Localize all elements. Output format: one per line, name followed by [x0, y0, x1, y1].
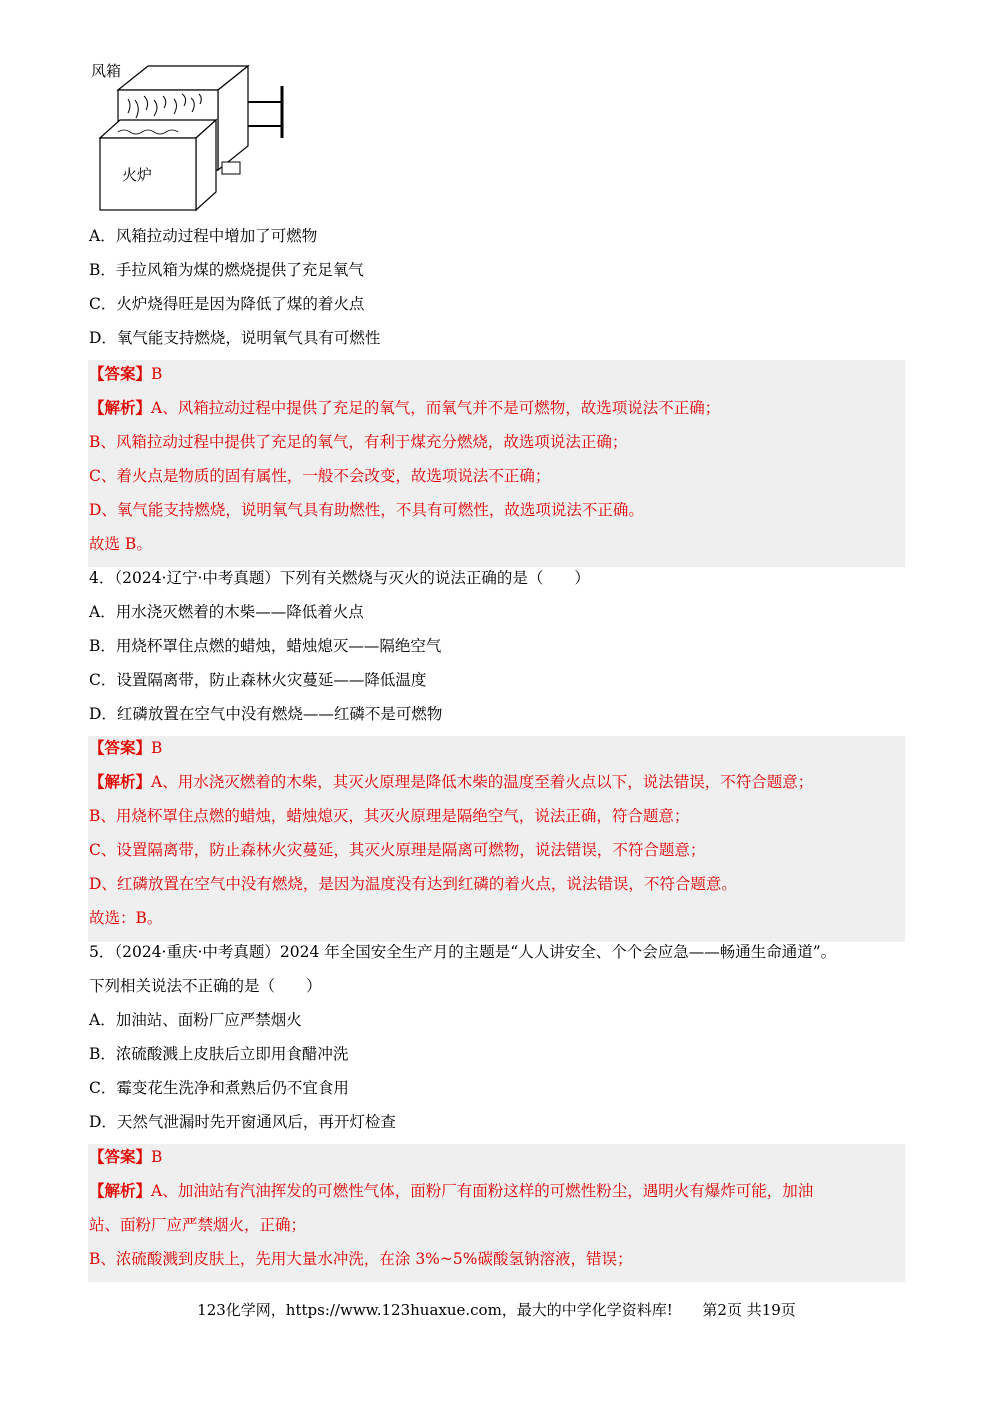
bellows-label: 风箱 [91, 62, 122, 80]
analysis-line: A、用水浇灭燃着的木柴，其灭火原理是降低木柴的温度至着火点以下，说法错误，不符合题意； [151, 773, 814, 791]
q3-answer-block [88, 360, 905, 567]
q5-option-c: C．霉变花生洗净和煮熟后仍不宜食用 [89, 1079, 349, 1097]
answer-value: B [151, 739, 163, 757]
q3-analysis-b: B、风箱拉动过程中提供了充足的氧气，有利于煤充分燃烧，故选项说法正确； [89, 433, 628, 451]
q3-option-d: D．氧气能支持燃烧，说明氧气具有可燃性 [89, 329, 381, 347]
q4-stem: 4．（2024·辽宁·中考真题）下列有关燃烧与灭火的说法正确的是（ ） [89, 569, 590, 587]
q4-option-c: C．设置隔离带，防止森林火灾蔓延——降低温度 [89, 671, 427, 689]
q5-answer [89, 1147, 162, 1167]
q5-analysis-b: B、浓硫酸溅到皮肤上，先用大量水冲洗，在涂 3%~5%碳酸氢钠溶液，错误； [89, 1250, 633, 1268]
q5-analysis-a-cont: 站、面粉厂应严禁烟火，正确； [89, 1216, 307, 1234]
q4-option-a: A．用水浇灭燃着的木柴——降低着火点 [89, 603, 364, 621]
q4-analysis-a [89, 772, 813, 792]
q3-option-b: B．手拉风箱为煤的燃烧提供了充足氧气 [89, 261, 364, 279]
answer-value: B [151, 365, 163, 383]
answer-tag: 【答案】 [89, 1147, 152, 1166]
q4-analysis-c: C、设置隔离带，防止森林火灾蔓延，其灭火原理是隔离可燃物，说法错误，不符合题意； [89, 841, 706, 859]
analysis-line: A、风箱拉动过程中提供了充足的氧气，而氧气并不是可燃物，故选项说法不正确； [151, 399, 721, 417]
q5-option-a: A．加油站、面粉厂应严禁烟火 [89, 1011, 302, 1029]
q4-analysis-b: B、用烧杯罩住点燃的蜡烛，蜡烛熄灭，其灭火原理是隔绝空气，说法正确，符合题意； [89, 807, 690, 825]
q4-option-b: B．用烧杯罩住点燃的蜡烛，蜡烛熄灭——隔绝空气 [89, 637, 442, 655]
q4-option-d: D．红磷放置在空气中没有燃烧——红磷不是可燃物 [89, 705, 443, 723]
furnace-label: 火炉 [122, 166, 153, 184]
answer-tag: 【答案】 [89, 738, 152, 757]
q3-analysis-d: D、氧气能支持燃烧，说明氧气具有助燃性，不具有可燃性，故选项说法不正确。 [89, 501, 644, 519]
q5-option-b: B．浓硫酸溅上皮肤后立即用食醋冲洗 [89, 1045, 349, 1063]
q4-conclusion: 故选：B。 [89, 909, 163, 927]
footer-site: 123化学网，https://www.123huaxue.com，最大的中学化学资料库! [197, 1301, 673, 1319]
analysis-line: A、加油站有汽油挥发的可燃性气体，面粉厂有面粉这样的可燃性粉尘，遇明火有爆炸可能，加油 [151, 1182, 814, 1200]
q5-option-d: D．天然气泄漏时先开窗通风后，再开灯检查 [89, 1113, 396, 1131]
analysis-tag: 【解析】 [89, 398, 152, 417]
q3-option-c: C．火炉烧得旺是因为降低了煤的着火点 [89, 295, 365, 313]
q3-conclusion: 故选 B。 [89, 535, 152, 553]
answer-value: B [151, 1148, 163, 1166]
footer-page-number: 第2页 共19页 [702, 1301, 796, 1319]
bellows-furnace-figure [88, 58, 298, 218]
analysis-tag: 【解析】 [89, 1181, 152, 1200]
q4-analysis-d: D、红磷放置在空气中没有燃烧，是因为温度没有达到红磷的着火点，说法错误，不符合题意。 [89, 875, 737, 893]
answer-tag: 【答案】 [89, 364, 152, 383]
q3-answer [89, 364, 162, 384]
q5-stem-line2: 下列相关说法不正确的是（ ） [89, 977, 322, 995]
q5-analysis-a [89, 1181, 813, 1201]
bellows-furnace-drawing [88, 58, 298, 218]
q4-answer [89, 738, 162, 758]
page-footer [0, 1300, 993, 1320]
q4-answer-block [88, 736, 905, 942]
analysis-tag: 【解析】 [89, 772, 152, 791]
q3-analysis-c: C、着火点是物质的固有属性，一般不会改变，故选项说法不正确； [89, 467, 551, 485]
q5-stem-line1: 5．（2024·重庆·中考真题）2024 年全国安全生产月的主题是“人人讲安全、个个会应急——畅通生命通道”。 [89, 943, 837, 961]
q3-option-a: A．风箱拉动过程中增加了可燃物 [89, 227, 318, 245]
q3-analysis-a [89, 398, 720, 418]
